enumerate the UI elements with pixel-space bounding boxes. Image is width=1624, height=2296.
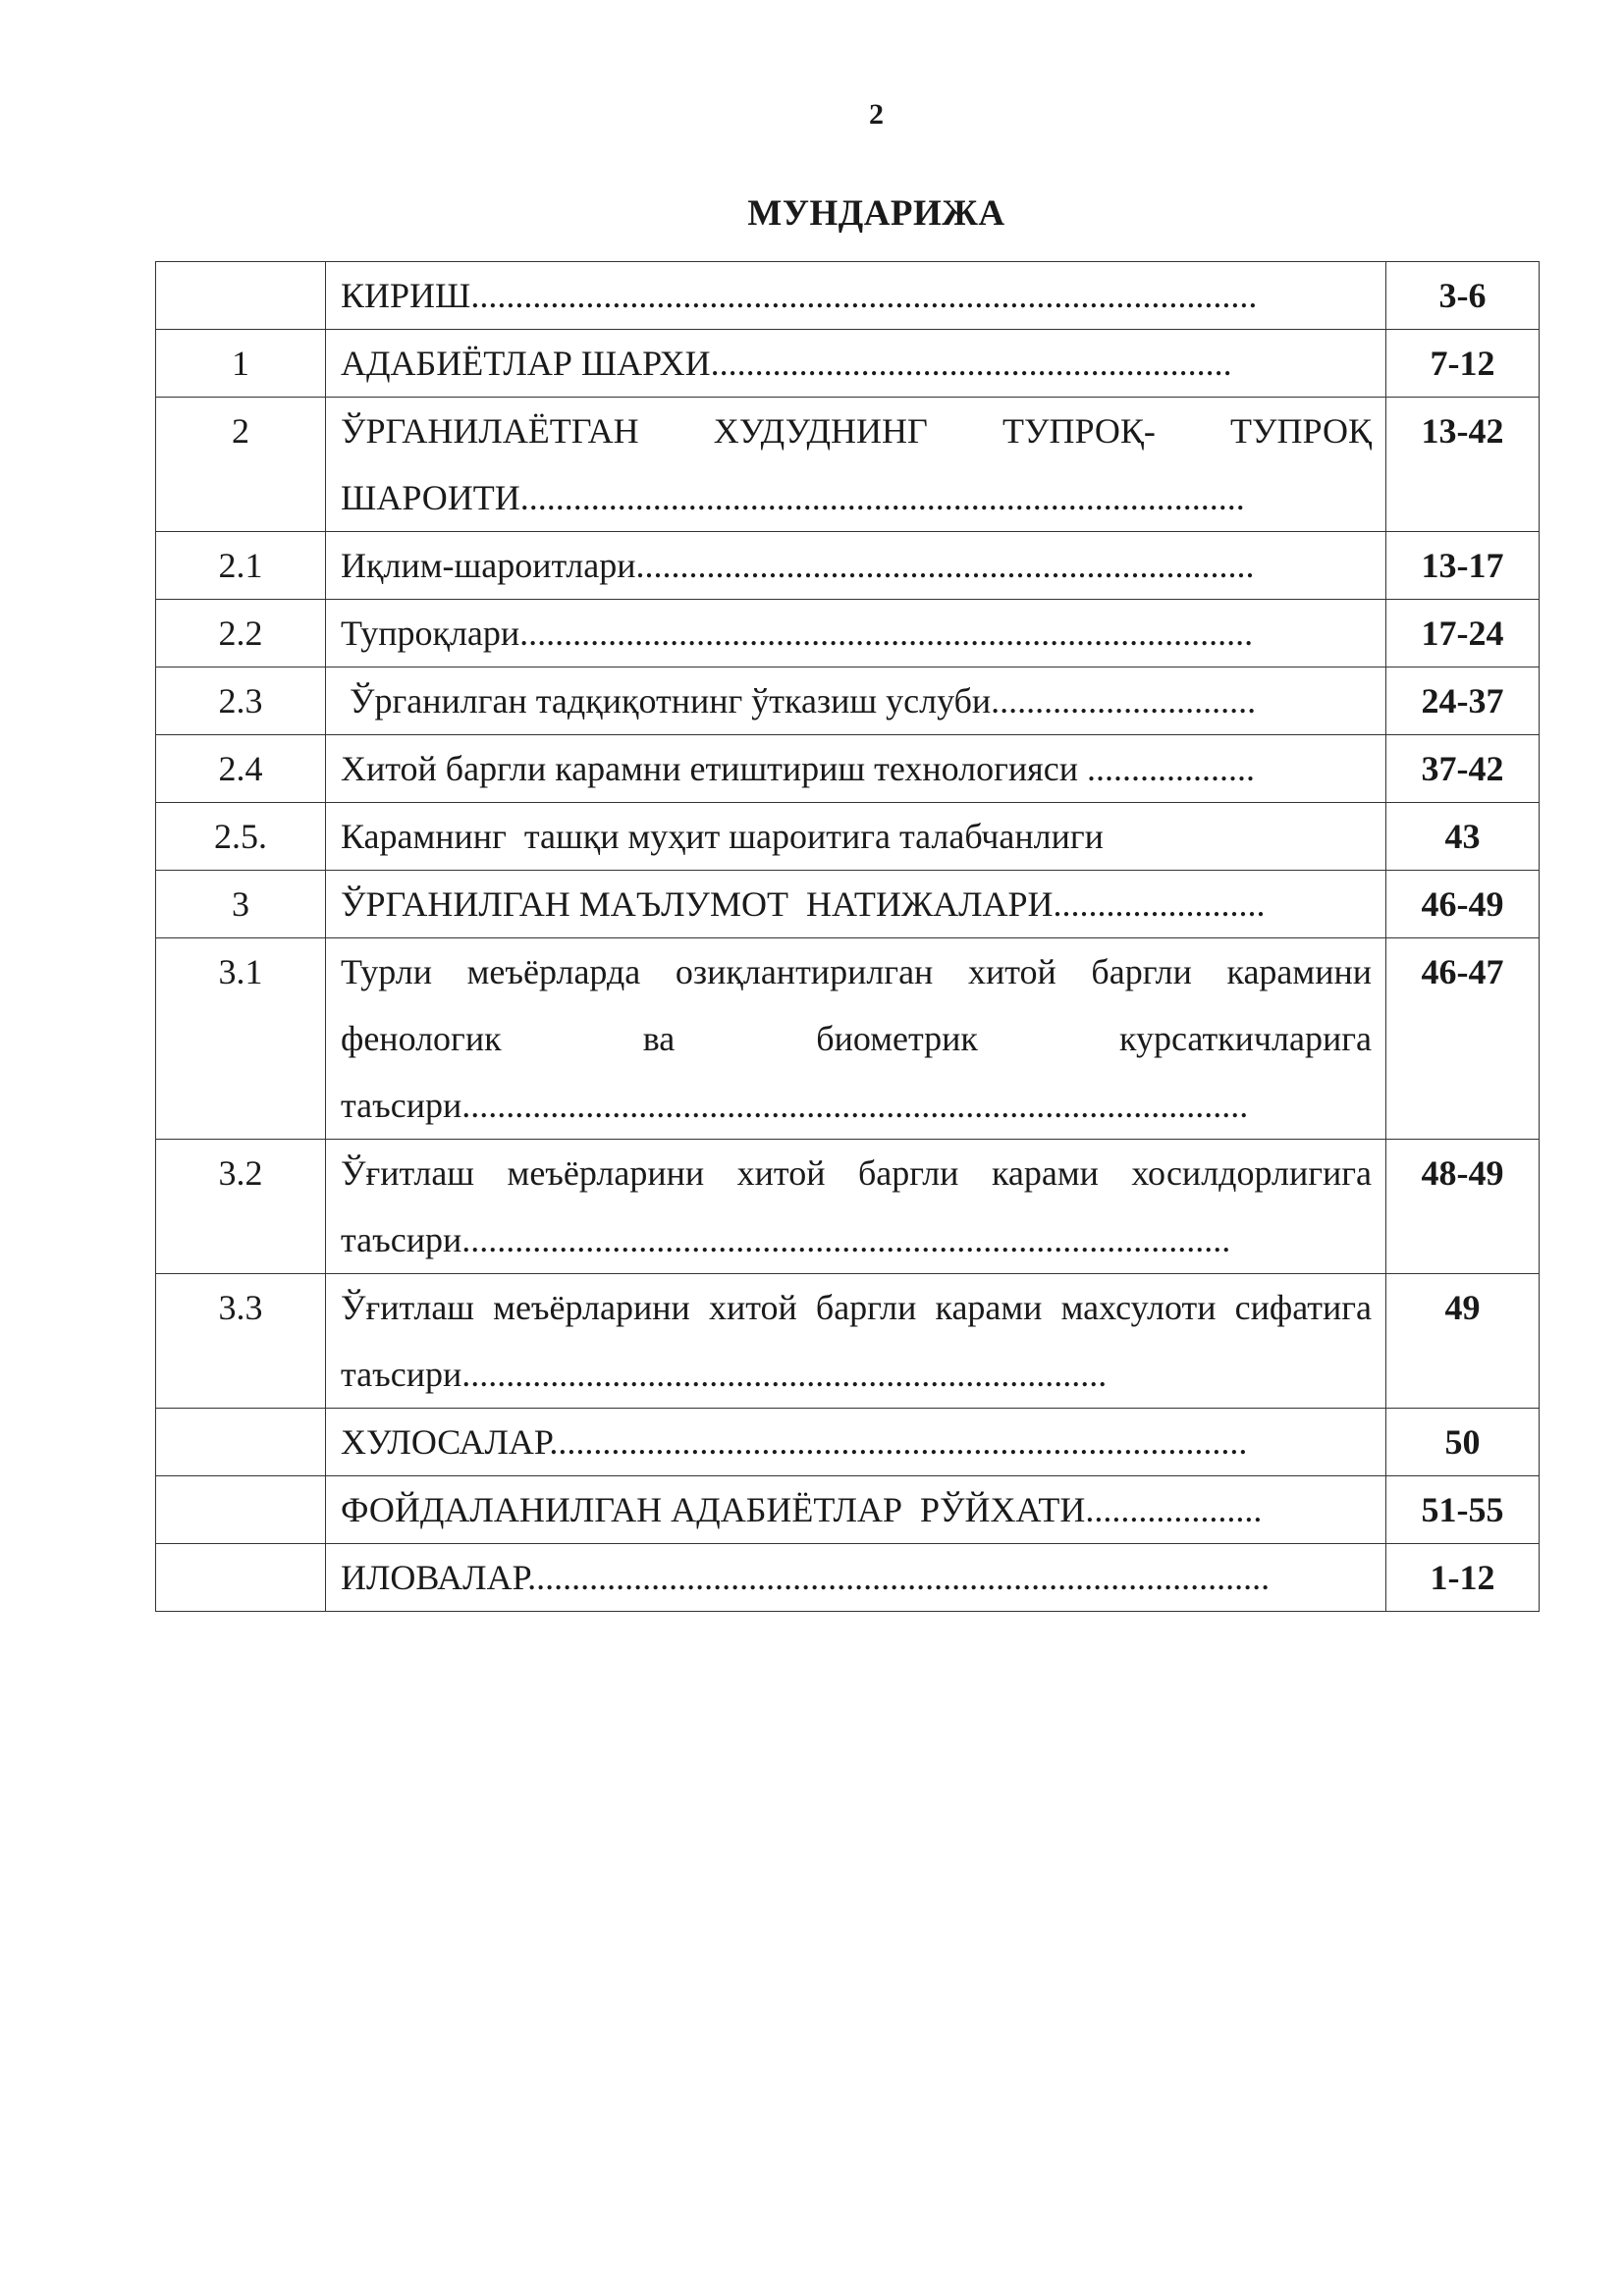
toc-title-text[interactable]: Тупроқлари................................................................................... bbox=[341, 614, 1254, 653]
toc-title-text[interactable]: Хитой баргли карамни етиштириш технологияси ................... bbox=[341, 749, 1255, 788]
toc-page-range: 46-49 bbox=[1386, 871, 1540, 938]
toc-section-title[interactable] bbox=[326, 532, 1386, 600]
toc-title-text[interactable]: ХУЛОСАЛАР............................................................................... bbox=[341, 1422, 1248, 1462]
toc-section-number: 2.2 bbox=[156, 600, 326, 667]
toc-row bbox=[156, 803, 1540, 871]
toc-section-number: 3.2 bbox=[156, 1140, 326, 1274]
toc-row bbox=[156, 330, 1540, 398]
toc-row bbox=[156, 600, 1540, 667]
toc-page-range: 48-49 bbox=[1386, 1140, 1540, 1274]
toc-row bbox=[156, 735, 1540, 803]
toc-section-number: 3 bbox=[156, 871, 326, 938]
toc-page-range: 13-17 bbox=[1386, 532, 1540, 600]
toc-section-title[interactable] bbox=[326, 667, 1386, 735]
toc-row bbox=[156, 1409, 1540, 1476]
toc-section-number: 2.3 bbox=[156, 667, 326, 735]
toc-title-text[interactable]: Турли меъёрларда озиқлантирилган хитой баргли карамини фенологик ва биометрик курсаткичларига таъсири......................................................................................... bbox=[341, 952, 1372, 1125]
toc-title-text[interactable]: ФОЙДАЛАНИЛГАН АДАБИЁТЛАР РЎЙХАТИ.................... bbox=[341, 1490, 1263, 1529]
toc-row bbox=[156, 1274, 1540, 1409]
toc-page-range: 7-12 bbox=[1386, 330, 1540, 398]
page-title: МУНДАРИЖА bbox=[747, 193, 1005, 234]
toc-page-range: 37-42 bbox=[1386, 735, 1540, 803]
toc-section-number: 2.4 bbox=[156, 735, 326, 803]
toc-section-title[interactable] bbox=[326, 1476, 1386, 1544]
toc-page-range: 1-12 bbox=[1386, 1544, 1540, 1612]
toc-title-text[interactable]: ЎРГАНИЛАЁТГАН ХУДУДНИНГ ТУПРОҚ- ТУПРОҚ ШАРОИТИ.................................................................................. bbox=[341, 411, 1372, 517]
toc-section-title[interactable] bbox=[326, 262, 1386, 330]
toc-page-range: 17-24 bbox=[1386, 600, 1540, 667]
toc-section-number: 1 bbox=[156, 330, 326, 398]
toc-title-text[interactable]: КИРИШ......................................................................................... bbox=[341, 276, 1258, 315]
toc-section-title[interactable] bbox=[326, 871, 1386, 938]
toc-section-title[interactable] bbox=[326, 600, 1386, 667]
toc-section-title[interactable] bbox=[326, 330, 1386, 398]
toc-section-number: 2.5. bbox=[156, 803, 326, 871]
toc-title-text[interactable]: ИЛОВАЛАР.................................................................................... bbox=[341, 1558, 1271, 1597]
toc-row bbox=[156, 871, 1540, 938]
toc-page-range: 24-37 bbox=[1386, 667, 1540, 735]
toc-section-number: 3.1 bbox=[156, 938, 326, 1140]
toc-section-title[interactable] bbox=[326, 1274, 1386, 1409]
toc-section-title[interactable] bbox=[326, 803, 1386, 871]
toc-section-title[interactable] bbox=[326, 938, 1386, 1140]
toc-page-range: 50 bbox=[1386, 1409, 1540, 1476]
toc-title-text[interactable]: Иқлим-шароитлари...................................................................... bbox=[341, 546, 1255, 585]
toc-section-title[interactable] bbox=[326, 735, 1386, 803]
toc-page-range: 46-47 bbox=[1386, 938, 1540, 1140]
toc-page-range: 3-6 bbox=[1386, 262, 1540, 330]
toc-title-text[interactable]: Карамнинг ташқи муҳит шароитига талабчанлиги bbox=[341, 817, 1104, 856]
page-number: 2 bbox=[869, 98, 884, 131]
toc-title-text[interactable]: АДАБИЁТЛАР ШАРХИ........................................................... bbox=[341, 344, 1232, 383]
toc-section-number: 2.1 bbox=[156, 532, 326, 600]
toc-section-number bbox=[156, 1409, 326, 1476]
toc-title-text[interactable]: Ўрганилган тадқиқотнинг ўтказиш услуби.............................. bbox=[341, 681, 1257, 721]
toc-title-text[interactable]: Ўғитлаш меъёрларини хитой баргли карами махсулоти сифатига таъсири......................................................................... bbox=[341, 1288, 1372, 1394]
toc-row bbox=[156, 532, 1540, 600]
toc-row bbox=[156, 398, 1540, 532]
toc-section-number: 2 bbox=[156, 398, 326, 532]
toc-row bbox=[156, 667, 1540, 735]
toc-page-range: 43 bbox=[1386, 803, 1540, 871]
toc-page-range: 49 bbox=[1386, 1274, 1540, 1409]
toc-section-number bbox=[156, 1544, 326, 1612]
toc-section-number: 3.3 bbox=[156, 1274, 326, 1409]
toc-section-title[interactable] bbox=[326, 398, 1386, 532]
toc-row bbox=[156, 262, 1540, 330]
toc-section-number bbox=[156, 1476, 326, 1544]
toc-row bbox=[156, 938, 1540, 1140]
toc-section-title[interactable] bbox=[326, 1409, 1386, 1476]
toc-title-text[interactable]: Ўғитлаш меъёрларини хитой баргли карами хосилдорлигига таъсири....................................................................................... bbox=[341, 1153, 1372, 1259]
table-of-contents bbox=[155, 261, 1540, 1612]
toc-page-range: 13-42 bbox=[1386, 398, 1540, 532]
toc-title-text[interactable]: ЎРГАНИЛГАН МАЪЛУМОТ НАТИЖАЛАРИ........................ bbox=[341, 884, 1266, 924]
toc-section-title[interactable] bbox=[326, 1140, 1386, 1274]
toc-row bbox=[156, 1544, 1540, 1612]
toc-page-range: 51-55 bbox=[1386, 1476, 1540, 1544]
toc-section-title[interactable] bbox=[326, 1544, 1386, 1612]
toc-row bbox=[156, 1140, 1540, 1274]
toc-section-number bbox=[156, 262, 326, 330]
toc-row bbox=[156, 1476, 1540, 1544]
